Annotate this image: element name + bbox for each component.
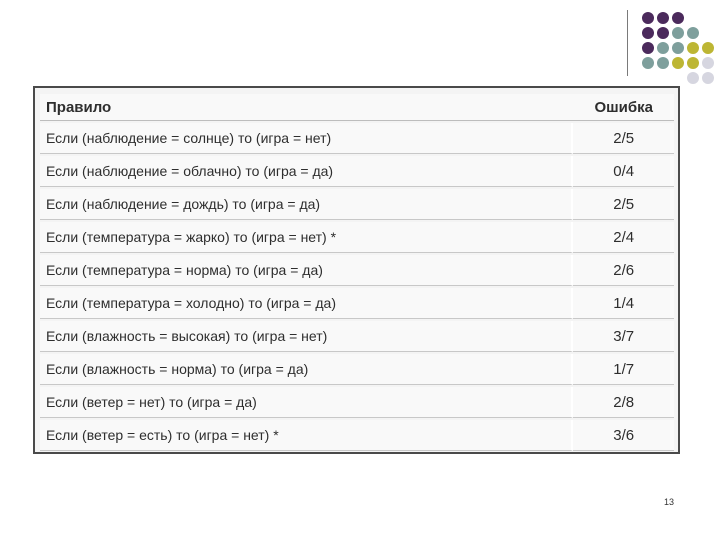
decor-divider-line <box>627 10 628 76</box>
table-row <box>40 222 674 253</box>
error-cell: 2/5 <box>573 189 674 220</box>
table-row <box>40 354 674 385</box>
decor-dot <box>687 42 699 54</box>
decor-dot <box>672 42 684 54</box>
rule-cell: Если (ветер = есть) то (игра = нет) * <box>40 420 573 451</box>
rule-cell: Если (температура = жарко) то (игра = нет) * <box>40 222 573 253</box>
rules-table <box>40 92 674 453</box>
table-row <box>40 123 674 154</box>
error-cell: 2/8 <box>573 387 674 418</box>
decor-dot <box>642 12 654 24</box>
rule-cell: Если (температура = норма) то (игра = да) <box>40 255 573 286</box>
decor-dot <box>672 27 684 39</box>
error-cell: 0/4 <box>573 156 674 187</box>
decor-dot <box>687 27 699 39</box>
decor-dot <box>657 42 669 54</box>
decor-dot <box>642 57 654 69</box>
error-cell: 3/7 <box>573 321 674 352</box>
decor-dot <box>642 27 654 39</box>
table-row <box>40 189 674 220</box>
rule-cell: Если (наблюдение = дождь) то (игра = да) <box>40 189 573 220</box>
error-cell: 2/6 <box>573 255 674 286</box>
table-row <box>40 321 674 352</box>
error-cell: 1/7 <box>573 354 674 385</box>
rule-cell: Если (наблюдение = облачно) то (игра = да) <box>40 156 573 187</box>
table-header-row <box>40 94 674 121</box>
table-row <box>40 420 674 451</box>
error-cell: 2/4 <box>573 222 674 253</box>
error-cell: 3/6 <box>573 420 674 451</box>
rule-cell: Если (наблюдение = солнце) то (игра = нет) <box>40 123 573 154</box>
decor-dot <box>672 57 684 69</box>
decor-dot <box>657 27 669 39</box>
table-row <box>40 255 674 286</box>
rules-table-frame <box>33 86 680 454</box>
decor-dot-grid <box>640 10 720 90</box>
table-row <box>40 288 674 319</box>
decor-dot <box>687 57 699 69</box>
decor-dot <box>702 72 714 84</box>
error-cell: 2/5 <box>573 123 674 154</box>
rule-cell: Если (ветер = нет) то (игра = да) <box>40 387 573 418</box>
page-number: 13 <box>664 497 675 507</box>
decor-dot <box>687 72 699 84</box>
header-error: Ошибка <box>573 94 674 121</box>
rule-cell: Если (температура = холодно) то (игра = да) <box>40 288 573 319</box>
rule-cell: Если (влажность = норма) то (игра = да) <box>40 354 573 385</box>
decor-dot <box>702 42 714 54</box>
table-row <box>40 387 674 418</box>
rule-cell: Если (влажность = высокая) то (игра = нет) <box>40 321 573 352</box>
table-row <box>40 156 674 187</box>
error-cell: 1/4 <box>573 288 674 319</box>
decor-dot <box>642 42 654 54</box>
header-rule: Правило <box>40 94 573 121</box>
decor-dot <box>657 57 669 69</box>
decor-dot <box>657 12 669 24</box>
decor-dot <box>702 57 714 69</box>
decor-dot <box>672 12 684 24</box>
